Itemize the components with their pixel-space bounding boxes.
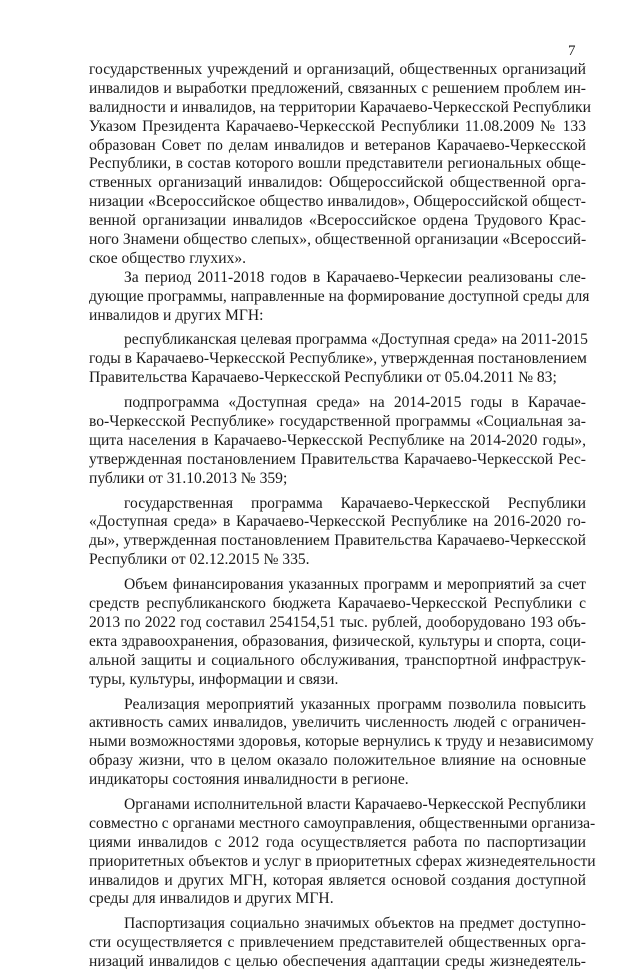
text-line: сти осуществляется с привлечением представителей общественных орга-	[89, 934, 586, 952]
text-line: Объем финансирования указанных программ и мероприятий за счет	[124, 576, 586, 594]
page-number: 7	[568, 43, 576, 59]
text-line: образован Совет по делам инвалидов и ветеранов Карачаево-Черкесской	[89, 136, 586, 154]
text-line: ды», утвержденная постановлением Правительства Карачаево-Черкесской	[89, 532, 586, 550]
text-line: низаций инвалидов с целью обеспечения адаптации среды жизнедеятель-	[89, 953, 586, 971]
text-line: Органами исполнительной власти Карачаево-Черкесской Республики	[124, 795, 586, 813]
text-line: Правительства Карачаево-Черкесской Республики от 05.04.2011 № 83;	[89, 369, 557, 387]
paragraph	[89, 795, 596, 909]
text-line: 2013 по 2022 год составил 254154,51 тыс. рублей, дооборудовано 193 объ-	[89, 613, 586, 631]
text-line: альной защиты и социального обслуживания, транспортной инфраструк-	[89, 651, 586, 669]
text-line: Республики, в состав которого вошли представители региональных обще-	[89, 155, 586, 173]
text-line: туры, культуры, информации и связи.	[89, 670, 339, 688]
paragraph	[89, 695, 594, 790]
text-line: государственная программа Карачаево-Черкесской Республики	[124, 494, 586, 512]
text-line: среды для инвалидов и других МГН.	[89, 890, 334, 908]
text-line: совместно с органами местного самоуправления, общественными организа-	[89, 814, 596, 832]
text-line: екта здравоохранения, образования, физической, культуры и спорта, соци-	[89, 632, 586, 650]
text-line: во-Черкесской Республике» государственной программы «Социальная за-	[89, 413, 586, 431]
text-line: валидности и инвалидов, на территории Карачаево-Черкесской Республики	[89, 98, 591, 116]
text-line: утвержденная постановлением Правительства Карачаево-Черкесской Рес-	[89, 450, 586, 468]
text-line: Республики от 02.12.2015 № 335.	[89, 551, 310, 569]
text-line: циями инвалидов с 2012 года осуществляется работа по паспортизации	[89, 833, 586, 851]
text-line: образу жизни, что в целом оказало положительное влияние на основные	[89, 752, 586, 770]
text-line: активность самих инвалидов, увеличить численность людей с ограничен-	[89, 714, 586, 732]
text-line: Указом Президента Карачаево-Черкесской Республики 11.08.2009 № 133	[89, 117, 586, 135]
text-line: Реализация мероприятий указанных программ позволила повысить	[124, 695, 586, 713]
text-line: государственных учреждений и организаций, общественных организаций	[89, 61, 586, 78]
paragraph	[89, 576, 586, 689]
document-body	[89, 61, 596, 972]
text-line: ными возможностями здоровья, которые вернулись к труду и независимому	[89, 733, 594, 751]
text-line: Паспортизация социально значимых объектов на предмет доступно-	[124, 915, 586, 933]
paragraph	[89, 394, 586, 488]
text-line: инвалидов и выработки предложений, связанных с решением проблем ин-	[89, 79, 586, 97]
text-line: щита населения в Карачаево-Черкесской Республике на 2014-2020 годы»,	[89, 431, 586, 449]
paragraph	[89, 61, 591, 269]
text-line: ственных организаций инвалидов: Общероссийской общественной орга-	[89, 174, 586, 192]
text-line: низации «Всероссийское общество инвалидов», Общероссийской общест-	[89, 193, 586, 211]
text-line: инвалидов и других МГН:	[89, 306, 264, 324]
text-line: приоритетных объектов и услуг в приоритетных сферах жизнедеятельности	[89, 852, 596, 870]
text-line: ного Знамени общество слепых», общественной организации «Всероссий-	[89, 231, 587, 249]
text-line: ское общество глухих».	[89, 249, 247, 267]
text-line: средств республиканского бюджета Карачаево-Черкесской Республики с	[89, 595, 586, 613]
text-line: подпрограмма «Доступная среда» на 2014-2015 годы в Карачае-	[124, 394, 586, 412]
text-line: инвалидов и других МГН, которая является основой создания доступной	[89, 871, 586, 889]
text-line: индикаторы состояния инвалидности в регионе.	[89, 771, 409, 789]
text-line: венной организации инвалидов «Всероссийское ордена Трудового Крас-	[89, 212, 586, 230]
paragraph	[89, 268, 590, 326]
paragraph	[89, 495, 586, 571]
text-line: «Доступная среда» в Карачаево-Черкесской Республике на 2016-2020 го-	[89, 513, 586, 531]
paragraph	[89, 915, 586, 972]
paragraph	[89, 331, 586, 388]
text-line: республиканская целевая программа «Доступная среда» на 2011-2015	[124, 331, 588, 349]
text-line: дующие программы, направленные на формирование доступной среды для	[89, 287, 590, 305]
text-line: публики от 31.10.2013 № 359;	[89, 469, 288, 487]
text-line: За период 2011-2018 годов в Карачаево-Черкесии реализованы сле-	[124, 268, 586, 286]
text-line: годы в Карачаево-Черкесской Республике», утвержденная постановлением	[89, 350, 587, 368]
